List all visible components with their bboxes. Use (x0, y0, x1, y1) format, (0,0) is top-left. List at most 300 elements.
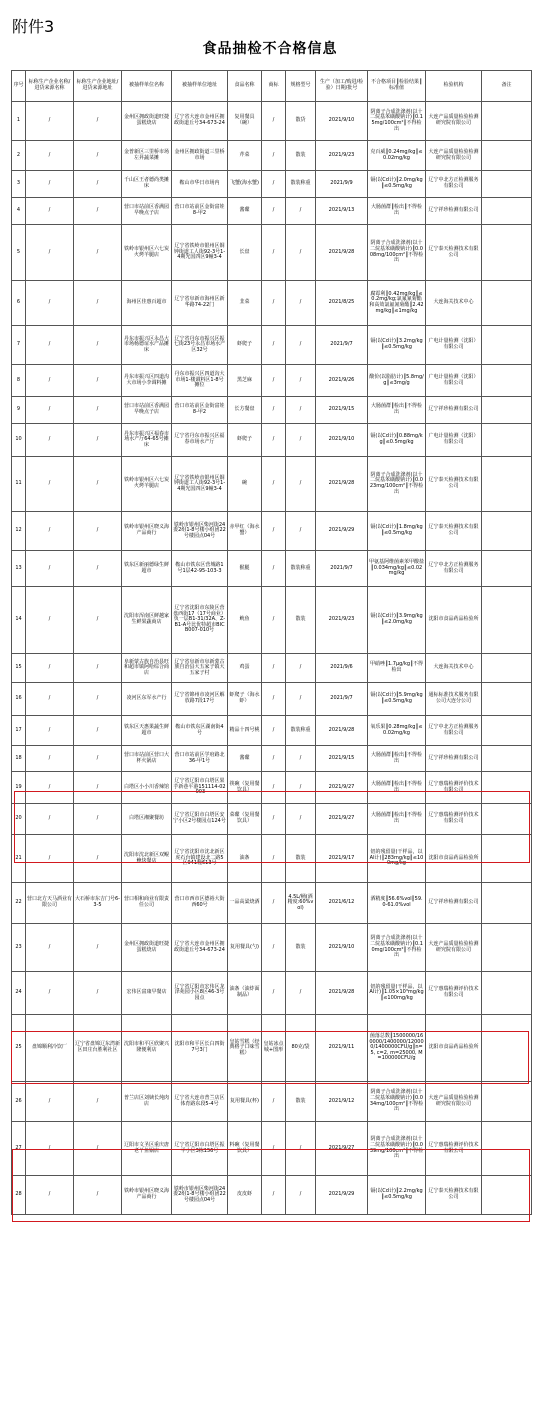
table-cell: 2021/9/6 (316, 654, 368, 683)
table-cell: 白塔区小小川香辣馆 (122, 772, 172, 804)
table-cell: 大肠菌群║检出║不得检出 (368, 746, 426, 772)
table-cell: 广电计量检测（沈阳）有限公司 (426, 326, 482, 365)
table-cell: / (26, 198, 74, 225)
table-cell: 铝的残留量(干样品，以Al计)║283mg/kg║≤100mg/kg (368, 835, 426, 883)
table-cell: 2021/9/7 (316, 551, 368, 587)
table-cell: 营口市站前区金街富娃8-甲2 (172, 397, 228, 424)
table-row (12, 551, 532, 587)
table-cell: 6 (12, 281, 26, 326)
table-cell: / (74, 397, 122, 424)
table-cell (482, 365, 532, 397)
table-cell: 沈阳市沈北新区双鲲鲍快餐店 (122, 835, 172, 883)
table-cell: / (286, 457, 316, 512)
table-cell: 甲氨基阿维菌素苯甲酸盐║0.034mg/kg║≤0.02mg/kg (368, 551, 426, 587)
table-cell: / (262, 835, 286, 883)
table-cell: 大连产品质量检验检测研究院有限公司 (426, 102, 482, 141)
table-row (12, 397, 532, 424)
table-cell: / (26, 281, 74, 326)
table-cell: 铁岭市银州区六七炭火烤羊腿店 (122, 457, 172, 512)
table-cell (482, 326, 532, 365)
table-cell: 千山区王者德尚类摊床 (122, 171, 172, 198)
table-cell: 铁岭市银州区晓义海产品商行 (122, 1176, 172, 1215)
table-cell: 大连产品质量检验检测研究院有限公司 (426, 141, 482, 171)
table-cell: 辽宁惠瑞检测评价技术有限公司 (426, 1122, 482, 1176)
table-cell: 赤甲红（海水蟹） (228, 512, 262, 551)
table-cell: 10 (12, 424, 26, 457)
table-cell: 辽宁省辽阳市白塔区振平小区3栋156号 (172, 1122, 228, 1176)
header-cell: 标称生产企业地址/进货来源地址 (74, 71, 122, 102)
table-cell: 26 (12, 1082, 26, 1122)
table-cell: / (26, 365, 74, 397)
table-cell: 金州区拥政街道旺捷蛋糕烧店 (122, 924, 172, 972)
table-cell: 辽宁省盘锦辽东湾新区田庄台胜利社区 (74, 1015, 122, 1082)
table-cell: / (74, 512, 122, 551)
table-cell: / (262, 198, 286, 225)
table-cell: / (26, 141, 74, 171)
table-cell: / (262, 424, 286, 457)
table-cell: / (262, 365, 286, 397)
table-cell: 镉(以Cd计)║2.0mg/kg║≤0.5mg/kg (368, 171, 426, 198)
table-cell: 21 (12, 835, 26, 883)
table-cell: 辽宁祥珍检测有限公司 (426, 397, 482, 424)
header-cell: 备注 (482, 71, 532, 102)
table-cell: 复用餐具(勺) (228, 924, 262, 972)
table-cell: / (286, 683, 316, 716)
table-cell: 铁岭市银州区晓义海产品商行 (122, 512, 172, 551)
table-cell: 广电计量检测（沈阳）有限公司 (426, 365, 482, 397)
table-cell (482, 972, 532, 1015)
table-cell: 2021/9/28 (316, 225, 368, 281)
table-cell: / (26, 225, 74, 281)
table-cell: 辽宁中北方正检测服务有限公司 (426, 171, 482, 198)
table-row (12, 1082, 532, 1122)
table-cell: / (262, 551, 286, 587)
table-cell: / (74, 171, 122, 198)
table-cell: / (286, 326, 316, 365)
table-cell: 辽宁中北方正检测服务有限公司 (426, 551, 482, 587)
table-cell: 散货 (286, 102, 316, 141)
table-cell (482, 551, 532, 587)
table-cell: / (262, 1122, 286, 1176)
table-row (12, 281, 532, 326)
table-row (12, 883, 532, 924)
table-cell: / (262, 281, 286, 326)
table-cell: / (262, 683, 286, 716)
table-cell (482, 225, 532, 281)
table-cell: 2021/9/15 (316, 397, 368, 424)
table-cell: 辽宁省丹东市振兴区振七街23号永昌市场水产区32号 (172, 326, 228, 365)
table-cell: / (74, 102, 122, 141)
table-row (12, 804, 532, 835)
table-cell: 铁东区新丽德绿生鲜超市 (122, 551, 172, 587)
table-cell: 15 (12, 654, 26, 683)
table-cell: 普兰店区刘姨长炖肉店 (122, 1082, 172, 1122)
table-cell: 菌落总数║1500000/160000/1400000/120000/1400000CFU/g║n=5, c=2, m=25000, M=100000CFU/g (368, 1015, 426, 1082)
table-cell: 辽宁泰天检测技术有限公司 (426, 457, 482, 512)
table-cell: 2021/9/27 (316, 1122, 368, 1176)
table-cell: / (286, 804, 316, 835)
table-cell: 营口市西市区德裕大街西60号 (172, 883, 228, 924)
table-cell: / (286, 654, 316, 683)
table-cell: 16 (12, 683, 26, 716)
table-cell: 精品十四号桃 (228, 716, 262, 746)
table-cell: 沈阳市浑南区鲜越家生鲜果蔬商店 (122, 587, 172, 654)
table-cell: 广电计量检测（沈阳）有限公司 (426, 424, 482, 457)
table-body (12, 102, 532, 1215)
table-cell: 阴离子合成洗涤剂(以十二烷基苯磺酸钠计)║0.15mg/100cm²║不得检出 (368, 102, 426, 141)
table-cell: 氧乐果║0.28mg/kg║≤0.02mg/kg (368, 716, 426, 746)
table-cell: 韭菜 (228, 281, 262, 326)
table-cell: / (74, 772, 122, 804)
table-cell: / (74, 1176, 122, 1215)
table-cell (482, 457, 532, 512)
table-cell: / (26, 102, 74, 141)
table-cell: / (74, 326, 122, 365)
table-cell: 3 (12, 171, 26, 198)
header-cell: 生产（加工/购进/检验）日期/批号 (316, 71, 368, 102)
table-cell (482, 587, 532, 654)
table-row (12, 102, 532, 141)
table-cell (482, 1122, 532, 1176)
table-cell: 大肠菌群║检出║不得检出 (368, 397, 426, 424)
table-row (12, 1176, 532, 1215)
table-cell (482, 804, 532, 835)
table-cell: / (286, 972, 316, 1015)
table-cell (482, 1082, 532, 1122)
table-cell: / (26, 551, 74, 587)
table-cell: / (286, 772, 316, 804)
table-cell: 镉(以Cd计)║0.88mg/kg║≤0.5mg/kg (368, 424, 426, 457)
header-cell: 序号 (12, 71, 26, 102)
table-cell: 辽宁省阜新市阜新蒙古族自治县大五家子镇大五家子村 (172, 654, 228, 683)
table-row (12, 683, 532, 716)
table-cell: / (26, 835, 74, 883)
table-row (12, 171, 532, 198)
table-cell (482, 424, 532, 457)
table-row (12, 225, 532, 281)
table-cell (482, 924, 532, 972)
table-cell: 2021/9/29 (316, 1176, 368, 1215)
table-cell: 丹东市振兴区永昌大市场杨德谊水产品摊床 (122, 326, 172, 365)
table-cell: 通标标准技术服务有限公司大连分公司 (426, 683, 482, 716)
table-cell: / (74, 835, 122, 883)
header-cell: 规格型号 (286, 71, 316, 102)
table-cell: 沈阳市食品药品检验所 (426, 1015, 482, 1082)
table-row (12, 772, 532, 804)
table-cell: / (26, 654, 74, 683)
table-cell: 5 (12, 225, 26, 281)
table-cell: 油条 (228, 835, 262, 883)
table-cell: 鞍山市铁东区湖南街4号 (172, 716, 228, 746)
table-cell: 阴离子合成洗涤剂(以十二烷基苯磺酸钠计)║0.10mg/100cm²║不得检出 (368, 924, 426, 972)
table-cell: / (74, 654, 122, 683)
table-cell: 酒精度║56.6%vol║59.0-61.0%vol (368, 883, 426, 924)
table-cell: 铝的残留量(干样品，以Al计)║1.05×10³mg/kg║≤100mg/kg (368, 972, 426, 1015)
table-cell: 散装称重 (286, 716, 316, 746)
table-cell: 2021/9/7 (316, 326, 368, 365)
table-cell: / (26, 587, 74, 654)
table-cell (482, 198, 532, 225)
table-cell: / (262, 457, 286, 512)
table-cell: 散装 (286, 924, 316, 972)
table-cell (482, 835, 532, 883)
table-cell: 辽宁泰天检测技术有限公司 (426, 1176, 482, 1215)
header-cell: 被抽样单位名称 (122, 71, 172, 102)
table-cell: / (74, 198, 122, 225)
table-cell: 辽宁省丹东市振兴区福春市场水产厅 (172, 424, 228, 457)
table-cell: / (26, 424, 74, 457)
table-cell: / (74, 225, 122, 281)
table-cell: / (26, 924, 74, 972)
table-cell: 17 (12, 716, 26, 746)
table-cell: 辽宁省大连市金州区拥政街道丘号34-673-24 (172, 102, 228, 141)
table-cell: / (74, 804, 122, 835)
table-cell: 鸡蛋 (228, 654, 262, 683)
table-cell (482, 512, 532, 551)
table-cell: 14 (12, 587, 26, 654)
table-cell (482, 716, 532, 746)
header-cell: 被抽样单位地址 (172, 71, 228, 102)
table-cell: 散装称重 (286, 551, 316, 587)
table-cell: / (26, 397, 74, 424)
table-cell: 辽宁省铁岭市银州区铜钟街道工人街92-3号1-4期光国四区9幢3-4 (172, 225, 228, 281)
table-cell: 宏伟区富康早餐店 (122, 972, 172, 1015)
table-cell: / (74, 587, 122, 654)
table-row (12, 457, 532, 512)
table-cell: 盘锦顺利冷饮厂 (26, 1015, 74, 1082)
table-cell: 一品高粱烧酒 (228, 883, 262, 924)
table-cell (482, 141, 532, 171)
table-row (12, 326, 532, 365)
table-cell: / (26, 716, 74, 746)
table-cell: 大肠菌群║检出║不得检出 (368, 772, 426, 804)
table-cell: 镉(以Cd计)║5.9mg/kg║≤0.5mg/kg (368, 683, 426, 716)
table-cell: / (262, 512, 286, 551)
table-cell: 2021/9/10 (316, 424, 368, 457)
table-cell: 营口相和商业有限责任公司 (122, 883, 172, 924)
table-cell: / (262, 397, 286, 424)
table-cell: 25 (12, 1015, 26, 1082)
table-cell: / (262, 804, 286, 835)
table-cell: 辽宁惠瑞检测评价技术有限公司 (426, 772, 482, 804)
header-cell: 检验机构 (426, 71, 482, 102)
table-cell: / (74, 972, 122, 1015)
table-cell: / (26, 746, 74, 772)
table-cell: 辽宁省大连市金州区拥政街道丘号34-673-24 (172, 924, 228, 972)
table-cell: 鱿鱼 (228, 587, 262, 654)
table-cell: 金普新区三里桥市场左昇蔬菜摊 (122, 141, 172, 171)
table-cell: / (262, 587, 286, 654)
table-cell: 2021/9/27 (316, 772, 368, 804)
table-cell: 营口北方天马酒业有限公司 (26, 883, 74, 924)
table-cell: 1 (12, 102, 26, 141)
table-cell: 2021/9/29 (316, 512, 368, 551)
table-cell: / (262, 716, 286, 746)
table-cell: 虾爬子 (228, 326, 262, 365)
table-cell: 虾爬子（海水虾） (228, 683, 262, 716)
table-cell: 大肠菌群║检出║不得检出 (368, 804, 426, 835)
table-cell: 凌河区东军水产行 (122, 683, 172, 716)
table-cell: / (74, 716, 122, 746)
table-cell: 营口市站前区金街富娃8-甲2 (172, 198, 228, 225)
table-cell: 沈阳市和平区欣聚兴隆便利店 (122, 1015, 172, 1082)
table-cell: 大连海关技术中心 (426, 281, 482, 326)
table-cell: 2021/9/27 (316, 804, 368, 835)
table-cell: / (26, 804, 74, 835)
table-cell: 大连产品质量检验检测研究院有限公司 (426, 1082, 482, 1122)
table-cell: 80克/袋 (286, 1015, 316, 1082)
table-cell: / (286, 281, 316, 326)
table-cell: 碗 (228, 457, 262, 512)
table-cell: 镉(以Cd计)║1.8mg/kg║≤0.5mg/kg (368, 512, 426, 551)
table-cell: 辽宁中北方正检测服务有限公司 (426, 716, 482, 746)
table-cell: / (262, 141, 286, 171)
table-cell: 皮皮虾 (228, 1176, 262, 1215)
table-cell (482, 1015, 532, 1082)
table-cell: 散装 (286, 1082, 316, 1122)
table-cell: 酸价(以脂肪计)║5.8mg/g║≤3mg/g (368, 365, 426, 397)
table-cell: / (286, 424, 316, 457)
header-row (12, 71, 532, 102)
inspection-table (11, 70, 532, 1215)
table-cell: 12 (12, 512, 26, 551)
table-cell: 辽宁泰天检测技术有限公司 (426, 225, 482, 281)
table-row (12, 1122, 532, 1176)
table-cell: 辽宁惠瑞检测评价技术有限公司 (426, 972, 482, 1015)
table-cell: 7 (12, 326, 26, 365)
table-cell: 白塔区湘聚餐坊 (122, 804, 172, 835)
table-cell: 镉(以Cd计)║2.2mg/kg║≤0.5mg/kg (368, 1176, 426, 1215)
table-cell: 长盘 (228, 225, 262, 281)
table-cell: 23 (12, 924, 26, 972)
table-cell: / (26, 326, 74, 365)
table-cell: 铁东区天惠果蔬生鲜超市 (122, 716, 172, 746)
table-cell: 营口市站前区香满园早晚点子店 (122, 397, 172, 424)
table-cell: 镉(以Cd计)║3.9mg/kg║≤2.0mg/kg (368, 587, 426, 654)
table-cell: / (262, 772, 286, 804)
table-cell: / (26, 512, 74, 551)
table-cell: 11 (12, 457, 26, 512)
table-cell: / (262, 1082, 286, 1122)
table-cell: 27 (12, 1122, 26, 1176)
table-cell: 18 (12, 746, 26, 772)
table-cell: / (262, 924, 286, 972)
table-cell: 辽宁祥珍检测有限公司 (426, 883, 482, 924)
table-cell: 辽宁祥珍检测有限公司 (426, 198, 482, 225)
table-cell: / (262, 225, 286, 281)
table-cell: / (286, 746, 316, 772)
table-cell: 2021/9/7 (316, 683, 368, 716)
header-cell: 商标 (262, 71, 286, 102)
table-cell: 辽阳市文圣区重庆唐老丫鱼锅店 (122, 1122, 172, 1176)
table-cell (482, 281, 532, 326)
table-cell (482, 883, 532, 924)
table-cell: 28 (12, 1176, 26, 1215)
table-cell: 克百威║0.24mg/kg║≤0.02mg/kg (368, 141, 426, 171)
table-cell: 2021/9/23 (316, 141, 368, 171)
table-cell: 阜新蒙古族自治县旺和超市镇阿哈综合商店 (122, 654, 172, 683)
table-cell: / (262, 746, 286, 772)
table-row (12, 198, 532, 225)
table-cell: 营口市站前区学府路北36-甲1号 (172, 746, 228, 772)
table-cell: 阴离子合成洗涤剂(以十二烷基苯磺酸钠计)║0.039mg/100cm²║不得检出 (368, 1122, 426, 1176)
table-cell: / (286, 397, 316, 424)
table-row (12, 972, 532, 1015)
table-cell: 甲硝唑║1.7μg/kg║不得检出 (368, 654, 426, 683)
table-cell: 辽宁惠瑞检测评价技术有限公司 (426, 804, 482, 835)
table-row (12, 141, 532, 171)
table-cell: 2021/9/23 (316, 587, 368, 654)
table-cell: 筷碗（复用餐饮具） (228, 772, 262, 804)
table-cell: 长方餐盘 (228, 397, 262, 424)
table-cell: 大肠菌群║检出║不得检出 (368, 198, 426, 225)
table-cell: 辽宁省大连市普兰店区体育路东段5-4号 (172, 1082, 228, 1122)
table-cell (482, 683, 532, 716)
table-cell: 散装 (286, 141, 316, 171)
table-cell: 散装称重 (286, 171, 316, 198)
table-cell: 22 (12, 883, 26, 924)
header-cell: 不合格项目║检验结果║标准值 (368, 71, 426, 102)
table-cell: / (26, 683, 74, 716)
table-cell: / (74, 424, 122, 457)
table-cell: 2021/9/13 (316, 198, 368, 225)
table-cell: 2 (12, 141, 26, 171)
table-cell: / (262, 102, 286, 141)
table-cell: / (286, 365, 316, 397)
table-cell: 营口市站前区营口大杯火锅店 (122, 746, 172, 772)
table-cell: 2021/9/28 (316, 716, 368, 746)
table-cell: 金州区拥政街道旺捷蛋糕烧店 (122, 102, 172, 141)
table-cell: / (262, 326, 286, 365)
table-cell (482, 1176, 532, 1215)
table-row (12, 654, 532, 683)
table-cell: 丹东市振兴区四道沟大市场小李调料摊 (122, 365, 172, 397)
table-cell: 2021/9/11 (316, 1015, 368, 1082)
table-cell: 猴腿 (228, 551, 262, 587)
table-cell: 辽宁省辽阳市白塔区果芋新巷平港151114-02-003 (172, 772, 228, 804)
table-cell: 辽宁省阜新市海州区新华路74-22门 (172, 281, 228, 326)
table-row (12, 1015, 532, 1082)
table-cell: / (74, 1082, 122, 1122)
table-cell: / (286, 198, 316, 225)
table-cell (482, 746, 532, 772)
attachment-label: 附件3 (12, 17, 55, 36)
table-cell: 辽宁省辽阳市宏伟区龙泽苑园小区8区46-3号园点 (172, 972, 228, 1015)
table-cell: 油条（油炸面制品） (228, 972, 262, 1015)
table-cell: / (26, 972, 74, 1015)
table-cell: 辽宁泰天检测技术有限公司 (426, 512, 482, 551)
table-cell: 沈阳市食品药品检验所 (426, 587, 482, 654)
table-row (12, 587, 532, 654)
table-cell: / (26, 1122, 74, 1176)
table-row (12, 746, 532, 772)
table-cell: / (74, 924, 122, 972)
table-cell: / (74, 457, 122, 512)
table-cell: 大连海关技术中心 (426, 654, 482, 683)
table-cell: / (74, 281, 122, 326)
table-cell: 2021/9/17 (316, 835, 368, 883)
table-cell: 铁岭市银州区柴河街24委2组1-8号楼小组团22号楼园点04号 (172, 1176, 228, 1215)
table-cell: / (262, 171, 286, 198)
table-cell: / (262, 972, 286, 1015)
table-cell (482, 102, 532, 141)
table-cell: 2021/9/28 (316, 457, 368, 512)
table-cell: / (26, 1176, 74, 1215)
table-cell: 19 (12, 772, 26, 804)
table-cell: 鞍山市华日市场内 (172, 171, 228, 198)
table-cell: 辽宁省沈阳市沈北新区虎石台镇建设北二路5区941幢613号 (172, 835, 228, 883)
table-cell: / (74, 683, 122, 716)
